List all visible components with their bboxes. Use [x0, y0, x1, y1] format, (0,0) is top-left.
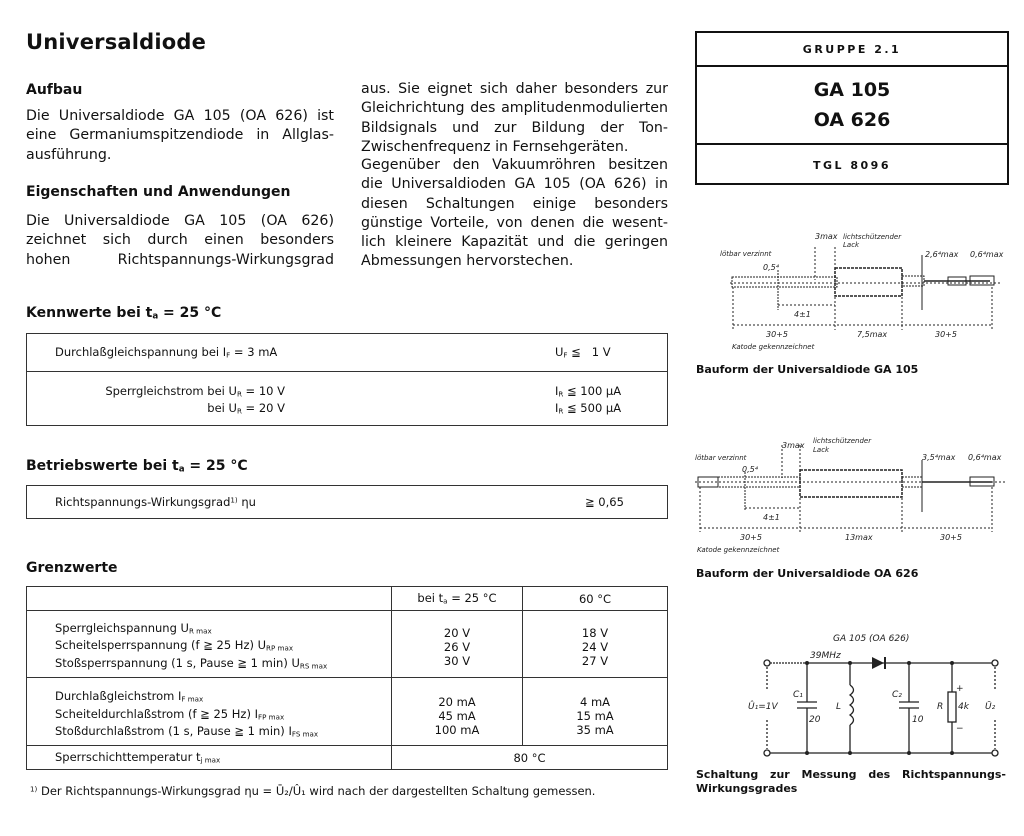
figure-ga105-drawing — [690, 225, 1020, 355]
limit-label: Stoßsperrspannung (1 s, Pause ≧ 1 min) URS max — [55, 655, 328, 671]
table-row-temperature: Sperrschichttemperatur tj max 80 °C — [27, 746, 668, 770]
col-header-60c: 60 °C — [523, 587, 668, 611]
type-header-box — [695, 31, 1009, 185]
eigenschaften-text-col2-p1: aus. Sie eignet sich daher besonders zur Gleichrichtung des amplitudenmodulierten Bildsignals und zur Bildung der Ton-Zwischenfrequenz in Fernsehgeräten. — [361, 81, 668, 155]
reverse-current-value: IR ≦ 100 µA IR ≦ 500 µA — [555, 384, 622, 416]
svg-text:4±1: 4±1 — [794, 310, 811, 319]
grenzwerte-heading: Grenzwerte — [26, 560, 118, 576]
betriebswerte-table — [26, 485, 668, 519]
measurement-circuit — [690, 625, 1020, 760]
svg-text:+: + — [956, 684, 964, 694]
diode-dimension-drawing-ga105 — [690, 225, 1020, 355]
svg-text:30+5: 30+5 — [940, 533, 962, 542]
svg-text:Lack: Lack — [843, 241, 860, 249]
svg-text:39MHz: 39MHz — [810, 651, 841, 661]
svg-text:7,5max: 7,5max — [857, 330, 888, 339]
type-ga105: GA 105 — [813, 79, 891, 101]
svg-text:13max: 13max — [845, 533, 873, 542]
table-row — [27, 372, 667, 425]
svg-text:30+5: 30+5 — [766, 330, 788, 339]
table-row — [27, 334, 667, 372]
limit-label: Scheiteldurchlaßstrom (f ≧ 25 Hz) IFP max — [55, 706, 285, 722]
eigenschaften-heading: Eigenschaften und Anwendungen — [26, 184, 291, 200]
svg-text:Lack: Lack — [813, 446, 830, 454]
svg-text:Katode gekennzeichnet: Katode gekennzeichnet — [732, 343, 815, 351]
forward-voltage-label: Durchlaßgleichspannung bei IF = 3 mA — [55, 345, 278, 360]
figure-oa626-drawing — [690, 430, 1020, 555]
page-title: Universaldiode — [26, 30, 207, 54]
grenzwerte-table — [26, 586, 668, 770]
circuit-schematic — [690, 625, 1020, 760]
standard-label: TGL 8096 — [813, 158, 891, 172]
svg-text:2,6⁴max: 2,6⁴max — [925, 250, 959, 259]
type-designations — [697, 67, 1007, 145]
junction-temp-value: 80 °C — [392, 746, 668, 770]
svg-text:30+5: 30+5 — [740, 533, 762, 542]
diode-dimension-drawing-oa626 — [690, 430, 1020, 555]
table-row-currents: Durchlaßgleichstrom IF max Scheiteldurchlaßstrom (f ≧ 25 Hz) IFP max Stoßdurchlaßstrom (1 s, Pause ≧ 1 min) IFS max 20 mA 45 mA 100 mA 4 mA 15 mA 35 mA — [27, 678, 668, 746]
svg-text:4k: 4k — [958, 702, 969, 712]
forward-voltage-value: UF ≦ 1 V — [555, 345, 611, 360]
figure-oa626-caption: Bauform der Universaldiode OA 626 — [696, 567, 919, 580]
svg-text:4±1: 4±1 — [763, 513, 780, 522]
kennwerte-heading: Kennwerte bei $t_a = 25$ °C — [26, 305, 222, 322]
svg-text:lichtschützender: lichtschützender — [813, 437, 872, 445]
svg-text:lichtschützender: lichtschützender — [843, 233, 902, 241]
svg-text:Û₁=1V: Û₁=1V — [748, 702, 778, 712]
rectification-efficiency-label: Richtspannungs-Wirkungsgrad$^{1)}$ ηu — [55, 495, 256, 509]
limit-label: Durchlaßgleichstrom IF max — [55, 689, 204, 704]
svg-text:10: 10 — [912, 715, 924, 725]
table-row — [27, 486, 667, 518]
svg-text:lötbar verzinnt: lötbar verzinnt — [695, 454, 747, 462]
table-header-row — [27, 587, 668, 611]
svg-text:L: L — [836, 702, 842, 712]
svg-text:20: 20 — [809, 715, 821, 725]
type-oa626: OA 626 — [813, 109, 891, 131]
circuit-caption: Schaltung zur Messung des Richtspannungs- Wirkungsgrades — [696, 768, 1006, 795]
svg-text:0,6⁴max: 0,6⁴max — [968, 453, 1002, 462]
svg-text:30+5: 30+5 — [935, 330, 957, 339]
aufbau-heading: Aufbau — [26, 82, 83, 98]
limit-label: Scheitelsperrspannung (f ≧ 25 Hz) URP max — [55, 638, 294, 653]
eigenschaften-text-col1: Die Universaldiode GA 105 (OA 626) zeichnet sich durch einen besonders hohen Richtspannungs-Wirkungsgrad — [26, 213, 334, 268]
table-row-voltages: Sperrgleichspannung UR max Scheitelsperrspannung (f ≧ 25 Hz) URP max Stoßsperrspannung (1 s, Pause ≧ 1 min) URS max 20 V 26 V 30 V 18 V 24 V 27 V — [27, 611, 668, 678]
limit-label: Sperrgleichspannung UR max — [55, 620, 212, 636]
reverse-current-label: Sperrgleichstrom bei UR = 10 V bei UR = 20 V — [105, 384, 285, 416]
svg-text:C₂: C₂ — [892, 690, 902, 700]
svg-text:C₁: C₁ — [793, 690, 803, 700]
svg-text:Ū₂: Ū₂ — [985, 702, 996, 712]
eigenschaften-text-col2-p2: Gegenüber den Vakuumröhren besitzen die Universaldioden GA 105 (OA 626) in diesen Schaltungen einige besonders günstige Vorteile, von denen die wesentlich kleinere Kapazität und die geringen Abmessungen hervorstechen. — [361, 157, 668, 270]
limit-label: Stoßdurchlaßstrom (1 s, Pause ≧ 1 min) IFS max — [55, 724, 319, 739]
svg-text:0,5⁴: 0,5⁴ — [763, 263, 779, 272]
betriebswerte-heading: Betriebswerte bei $t_a = 25$ °C — [26, 458, 248, 475]
svg-text:3max: 3max — [782, 441, 805, 450]
svg-text:0,5⁴: 0,5⁴ — [742, 465, 758, 474]
svg-text:Katode gekennzeichnet: Katode gekennzeichnet — [697, 546, 780, 554]
footnote: $^{1)}$ Der Richtspannungs-Wirkungsgrad ηu = Ū₂/Û₁ wird nach der dargestellten Schaltung gemessen. — [30, 784, 596, 798]
svg-text:−: − — [956, 724, 964, 734]
svg-text:lötbar verzinnt: lötbar verzinnt — [720, 250, 772, 258]
rectification-efficiency-value: ≧ 0,65 — [585, 495, 624, 509]
svg-text:R: R — [937, 702, 944, 712]
svg-text:3max: 3max — [815, 232, 838, 241]
svg-text:GA 105 (OA 626): GA 105 (OA 626) — [833, 634, 910, 644]
aufbau-text: Die Universaldiode GA 105 (OA 626) ist eine Germaniumspitzendiode in Allglasausführung. — [26, 108, 334, 163]
svg-text:3,5⁴max: 3,5⁴max — [922, 453, 956, 462]
svg-text:0,6⁴max: 0,6⁴max — [970, 250, 1004, 259]
figure-ga105-caption: Bauform der Universaldiode GA 105 — [696, 363, 919, 376]
kennwerte-table — [26, 333, 668, 426]
group-label: GRUPPE 2.1 — [697, 33, 1007, 67]
col-header-25c: bei ta = 25 °C — [392, 587, 523, 611]
